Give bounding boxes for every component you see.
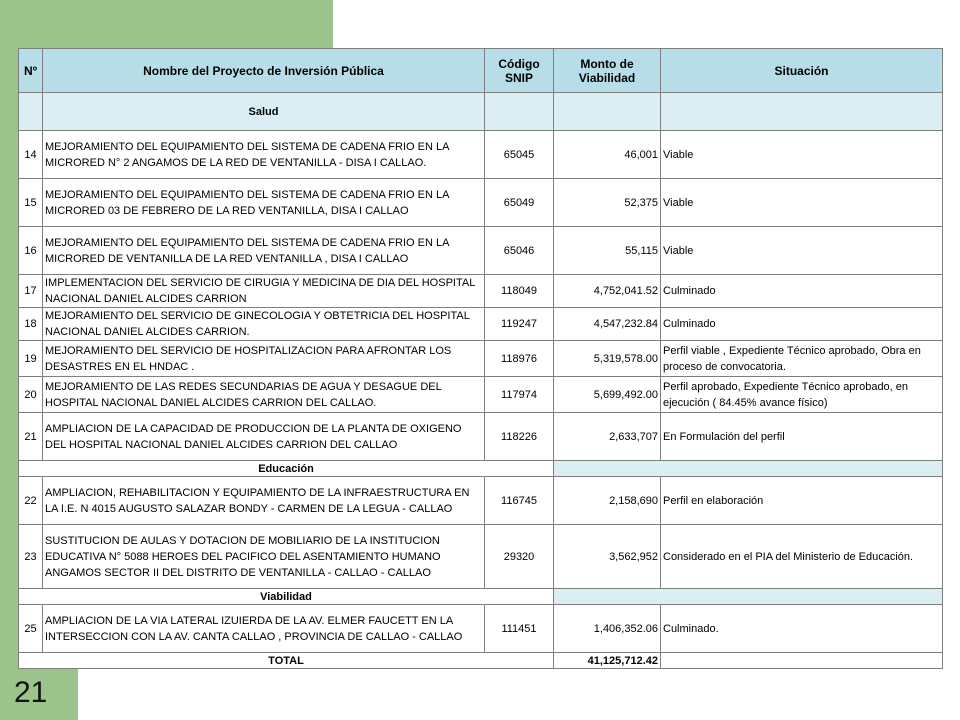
table-row <box>19 377 943 413</box>
table-row <box>19 525 943 589</box>
row-monto: 5,699,492.00 <box>554 377 661 413</box>
row-snip: 118226 <box>485 413 554 461</box>
col-header-situacion: Situación <box>661 49 943 93</box>
row-monto: 52,375 <box>554 179 661 227</box>
row-situacion: Culminado <box>661 275 943 308</box>
row-monto: 1,406,352.06 <box>554 605 661 653</box>
table-row <box>19 179 943 227</box>
table-row <box>19 275 943 308</box>
col-header-snip: Código SNIP <box>485 49 554 93</box>
row-situacion: Viable <box>661 179 943 227</box>
total-row <box>19 653 943 669</box>
row-project-name: AMPLIACION DE LA CAPACIDAD DE PRODUCCION DE LA PLANTA DE OXIGENO DEL HOSPITAL NACIONAL DANIEL ALCIDES CARRION DEL CALLAO <box>43 413 485 461</box>
row-snip: 118049 <box>485 275 554 308</box>
row-snip: 116745 <box>485 477 554 525</box>
row-situacion: Culminado. <box>661 605 943 653</box>
row-situacion: Culminado <box>661 308 943 341</box>
row-monto: 4,547,232.84 <box>554 308 661 341</box>
table-row <box>19 477 943 525</box>
row-num: 15 <box>19 179 43 227</box>
row-project-name: IMPLEMENTACION DEL SERVICIO DE CIRUGIA Y MEDICINA DE DIA DEL HOSPITAL NACIONAL DANIEL ALCIDES CARRION <box>43 275 485 308</box>
row-snip: 117974 <box>485 377 554 413</box>
row-snip: 118976 <box>485 341 554 377</box>
section-row-educacion <box>19 461 943 477</box>
row-monto: 55,115 <box>554 227 661 275</box>
row-situacion: Viable <box>661 131 943 179</box>
row-num: 25 <box>19 605 43 653</box>
row-snip: 111451 <box>485 605 554 653</box>
row-project-name: MEJORAMIENTO DEL EQUIPAMIENTO DEL SISTEMA DE CADENA FRIO EN LA MICRORED 03 DE FEBRERO DE LA RED VENTANILLA, DISA I CALLAO <box>43 179 485 227</box>
section-label-educacion: Educación <box>19 461 554 477</box>
table-row <box>19 605 943 653</box>
row-project-name: AMPLIACION DE LA VIA LATERAL IZUIERDA DE LA AV. ELMER FAUCETT EN LA INTERSECCION CON LA AV. CANTA CALLAO , PROVINCIA DE CALLAO - CALLAO <box>43 605 485 653</box>
row-project-name: AMPLIACION, REHABILITACION Y EQUIPAMIENTO DE LA INFRAESTRUCTURA EN LA I.E. N 4015 AUGUSTO SALAZAR BONDY - CARMEN DE LA LEGUA - CALLAO <box>43 477 485 525</box>
row-project-name: MEJORAMIENTO DEL SERVICIO DE HOSPITALIZACION PARA AFRONTAR LOS DESASTRES EN EL HNDAC . <box>43 341 485 377</box>
section-row-viabilidad <box>19 589 943 605</box>
row-snip: 65046 <box>485 227 554 275</box>
row-num: 16 <box>19 227 43 275</box>
row-monto: 4,752,041.52 <box>554 275 661 308</box>
row-monto: 46,001 <box>554 131 661 179</box>
row-situacion: Perfil aprobado, Expediente Técnico aprobado, en ejecución ( 84.45% avance físico) <box>661 377 943 413</box>
row-num: 23 <box>19 525 43 589</box>
table-header-row <box>19 49 943 93</box>
section-label-viabilidad: Viabilidad <box>19 589 554 605</box>
row-situacion: Considerado en el PIA del Ministerio de Educación. <box>661 525 943 589</box>
row-project-name: MEJORAMIENTO DEL EQUIPAMIENTO DEL SISTEMA DE CADENA FRIO EN LA MICRORED N° 2 ANGAMOS DE LA RED DE VENTANILLA - DISA I CALLAO. <box>43 131 485 179</box>
row-num: 17 <box>19 275 43 308</box>
col-header-monto: Monto de Viabilidad <box>554 49 661 93</box>
table-row <box>19 227 943 275</box>
table-row <box>19 341 943 377</box>
row-project-name: SUSTITUCION DE AULAS Y DOTACION DE MOBILIARIO DE LA INSTITUCION EDUCATIVA N° 5088 HEROES DEL PACIFICO DEL ASENTAMIENTO HUMANO ANGAMOS SECTOR II DEL DISTRITO DE VENTANILLA - CALLAO - CALLAO <box>43 525 485 589</box>
row-snip: 65049 <box>485 179 554 227</box>
row-monto: 3,562,952 <box>554 525 661 589</box>
row-num: 19 <box>19 341 43 377</box>
row-situacion: Viable <box>661 227 943 275</box>
row-snip: 119247 <box>485 308 554 341</box>
row-situacion: Perfil viable , Expediente Técnico aprobado, Obra en proceso de convocatoria. <box>661 341 943 377</box>
row-situacion: En Formulación del perfil <box>661 413 943 461</box>
row-monto: 2,158,690 <box>554 477 661 525</box>
table-row <box>19 131 943 179</box>
col-header-name: Nombre del Proyecto de Inversión Pública <box>43 49 485 93</box>
row-num: 14 <box>19 131 43 179</box>
row-project-name: MEJORAMIENTO DEL EQUIPAMIENTO DEL SISTEMA DE CADENA FRIO EN LA MICRORED DE VENTANILLA DE LA RED VENTANILLA , DISA I CALLAO <box>43 227 485 275</box>
row-num: 22 <box>19 477 43 525</box>
row-monto: 2,633,707 <box>554 413 661 461</box>
projects-table <box>18 48 943 669</box>
row-snip: 65045 <box>485 131 554 179</box>
section-row-salud <box>19 93 943 131</box>
table-row <box>19 308 943 341</box>
slide-number: 21 <box>14 676 48 709</box>
row-snip: 29320 <box>485 525 554 589</box>
row-num: 21 <box>19 413 43 461</box>
row-num: 18 <box>19 308 43 341</box>
total-value: 41,125,712.42 <box>554 653 661 669</box>
row-project-name: MEJORAMIENTO DEL SERVICIO DE GINECOLOGIA Y OBTETRICIA DEL HOSPITAL NACIONAL DANIEL ALCIDES CARRION. <box>43 308 485 341</box>
col-header-num: Nº <box>19 49 43 93</box>
section-label-salud: Salud <box>43 93 485 131</box>
row-num: 20 <box>19 377 43 413</box>
row-monto: 5,319,578.00 <box>554 341 661 377</box>
row-project-name: MEJORAMIENTO DE LAS REDES SECUNDARIAS DE AGUA Y DESAGUE DEL HOSPITAL NACIONAL DANIEL ALCIDES CARRION DEL CALLAO. <box>43 377 485 413</box>
total-label: TOTAL <box>19 653 554 669</box>
row-situacion: Perfil en elaboración <box>661 477 943 525</box>
table-row <box>19 413 943 461</box>
